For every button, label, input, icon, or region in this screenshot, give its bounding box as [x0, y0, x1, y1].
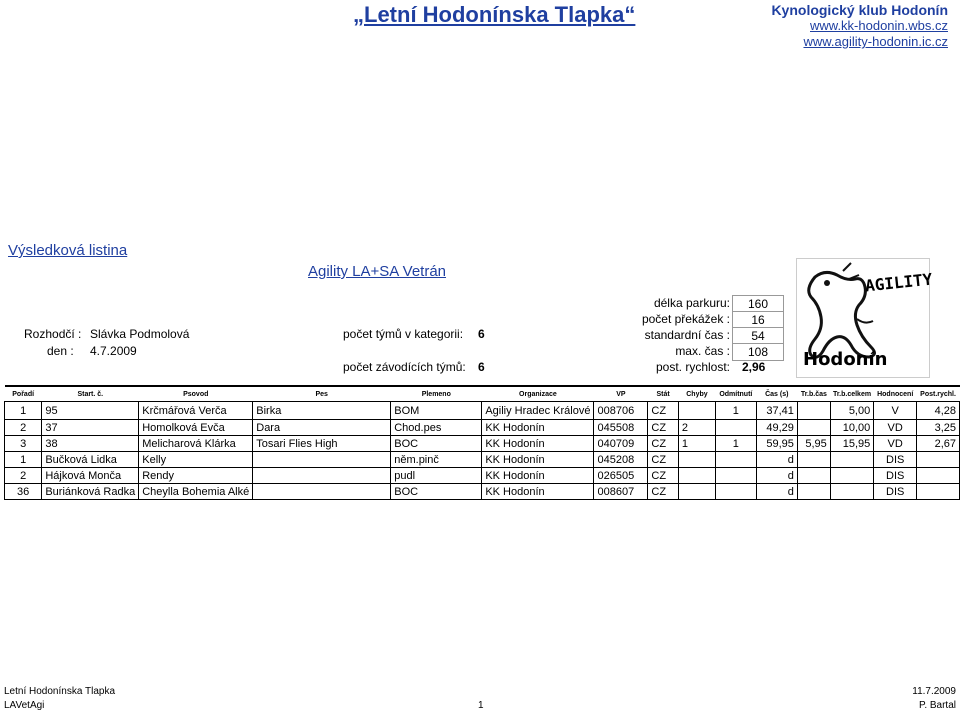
table-cell: d — [756, 452, 797, 468]
table-cell: 15,95 — [830, 436, 873, 452]
table-cell: CZ — [648, 420, 678, 436]
table-cell — [797, 452, 830, 468]
club-url-2[interactable]: www.agility-hodonin.ic.cz — [803, 34, 948, 49]
footer-code: LAVetAgi — [4, 700, 45, 711]
table-cell: 1 — [716, 402, 757, 420]
table-cell: 37,41 — [756, 402, 797, 420]
judge-value: Slávka Podmolová — [90, 327, 190, 341]
table-cell — [716, 420, 757, 436]
col-dog: Pes — [253, 386, 391, 402]
course-length-label: délka parkuru: — [653, 296, 730, 310]
obstacles-value: 16 — [732, 311, 784, 329]
table-cell: 1 — [716, 436, 757, 452]
table-cell: V — [874, 402, 917, 420]
table-cell: Melicharová Klárka — [139, 436, 253, 452]
table-cell: CZ — [648, 484, 678, 500]
table-cell: 008706 — [594, 402, 648, 420]
table-cell: 2 — [5, 468, 42, 484]
table-cell: 026505 — [594, 468, 648, 484]
table-cell: Bučková Lidka — [42, 452, 139, 468]
table-cell — [716, 468, 757, 484]
table-cell: 49,29 — [756, 420, 797, 436]
table-cell: CZ — [648, 436, 678, 452]
speed-label: post. rychlost: — [655, 360, 730, 374]
agility-logo — [796, 258, 934, 378]
table-cell: 2 — [5, 420, 42, 436]
col-rating: Hodnocení — [874, 386, 917, 402]
table-cell — [716, 452, 757, 468]
col-organization: Organizace — [482, 386, 594, 402]
table-cell: 1 — [678, 436, 715, 452]
table-cell — [830, 452, 873, 468]
standard-time-label: standardní čas : — [644, 328, 730, 342]
table-cell: 045208 — [594, 452, 648, 468]
table-cell: KK Hodonín — [482, 436, 594, 452]
col-time-penalty: Tr.b.čas — [797, 386, 830, 402]
col-breed: Plemeno — [391, 386, 482, 402]
table-cell: Birka — [253, 402, 391, 420]
table-cell: 37 — [42, 420, 139, 436]
teams-racing-label: počet závodících týmů: — [343, 360, 466, 374]
table-row — [5, 420, 960, 436]
table-row — [5, 402, 960, 420]
table-cell: Agiliy Hradec Králové — [482, 402, 594, 420]
footer-event: Letní Hodonínska Tlapka — [4, 686, 116, 697]
table-cell: 38 — [42, 436, 139, 452]
footer-date: 11.7.2009 — [912, 686, 956, 697]
teams-racing-value: 6 — [478, 360, 485, 374]
max-time-label: max. čas : — [675, 344, 730, 358]
table-cell: KK Hodonín — [482, 484, 594, 500]
table-cell — [678, 402, 715, 420]
table-cell: Chod.pes — [391, 420, 482, 436]
category-title: Agility LA+SA Vetrán — [308, 263, 447, 280]
col-total-penalty: Tr.b.celkem — [830, 386, 873, 402]
col-speed: Post.rychl. — [917, 386, 960, 402]
table-cell — [917, 468, 960, 484]
table-cell: DIS — [874, 452, 917, 468]
standard-time-value: 54 — [732, 327, 784, 345]
table-row — [5, 484, 960, 500]
table-cell: pudl — [391, 468, 482, 484]
table-cell: BOM — [391, 402, 482, 420]
table-cell: Homolková Evča — [139, 420, 253, 436]
table-cell: d — [756, 468, 797, 484]
date-value: 4.7.2009 — [90, 344, 137, 358]
table-row — [5, 452, 960, 468]
col-vp: VP — [594, 386, 648, 402]
table-cell — [716, 484, 757, 500]
table-cell: 36 — [5, 484, 42, 500]
table-cell: Kelly — [139, 452, 253, 468]
table-cell: 95 — [42, 402, 139, 420]
table-cell: VD — [874, 420, 917, 436]
logo-text-agility: AGILITY — [864, 269, 934, 296]
table-cell: 5,95 — [797, 436, 830, 452]
table-cell: 59,95 — [756, 436, 797, 452]
table-cell: d — [756, 484, 797, 500]
obstacles-label: počet překážek : — [641, 312, 730, 326]
table-cell: 3,25 — [917, 420, 960, 436]
table-cell — [797, 420, 830, 436]
table-cell: 045508 — [594, 420, 648, 436]
table-cell: VD — [874, 436, 917, 452]
table-cell — [678, 468, 715, 484]
table-cell — [253, 468, 391, 484]
logo-text-hodonin: Hodonín — [803, 349, 888, 370]
club-info — [771, 2, 948, 50]
table-cell: 10,00 — [830, 420, 873, 436]
club-url-1[interactable]: www.kk-hodonin.wbs.cz — [810, 18, 948, 33]
col-handler: Psovod — [139, 386, 253, 402]
col-order: Pořadí — [5, 386, 42, 402]
table-cell — [830, 468, 873, 484]
table-cell: Krčmářová Verča — [139, 402, 253, 420]
table-cell: 3 — [5, 436, 42, 452]
table-cell: Buriánková Radka — [42, 484, 139, 500]
table-cell: BOC — [391, 484, 482, 500]
table-cell — [917, 484, 960, 500]
table-cell — [797, 484, 830, 500]
table-cell: Cheylla Bohemia Alké — [139, 484, 253, 500]
table-cell — [678, 484, 715, 500]
teams-in-category-value: 6 — [478, 327, 485, 341]
course-length-value: 160 — [732, 295, 784, 313]
speed-value: 2,96 — [742, 360, 766, 374]
table-cell: 2 — [678, 420, 715, 436]
table-cell: KK Hodonín — [482, 420, 594, 436]
table-cell — [253, 484, 391, 500]
col-time: Čas (s) — [756, 386, 797, 402]
table-cell: Tosari Flies High — [253, 436, 391, 452]
col-refusals: Odmítnutí — [716, 386, 757, 402]
page-title: „Letní Hodonínska Tlapka“ — [353, 2, 636, 27]
footer-page-number: 1 — [478, 700, 484, 711]
table-cell — [678, 452, 715, 468]
table-cell — [917, 452, 960, 468]
table-cell — [797, 402, 830, 420]
teams-in-category-label: počet týmů v kategorii: — [343, 327, 464, 341]
table-cell: CZ — [648, 402, 678, 420]
table-cell: 040709 — [594, 436, 648, 452]
table-cell: KK Hodonín — [482, 468, 594, 484]
table-cell: DIS — [874, 484, 917, 500]
col-start-number: Start. č. — [42, 386, 139, 402]
results-table — [4, 385, 960, 500]
club-name: Kynologický klub Hodonín — [771, 2, 948, 18]
max-time-value: 108 — [732, 343, 784, 361]
table-cell: CZ — [648, 452, 678, 468]
table-row — [5, 468, 960, 484]
table-cell — [253, 452, 391, 468]
col-faults: Chyby — [678, 386, 715, 402]
table-cell: CZ — [648, 468, 678, 484]
date-label: den : — [47, 344, 74, 358]
table-cell: 2,67 — [917, 436, 960, 452]
table-cell: DIS — [874, 468, 917, 484]
col-country: Stát — [648, 386, 678, 402]
table-cell — [830, 484, 873, 500]
table-cell: 5,00 — [830, 402, 873, 420]
table-cell: 4,28 — [917, 402, 960, 420]
table-cell: 1 — [5, 452, 42, 468]
footer-author: P. Bartal — [918, 700, 956, 711]
table-cell: Rendy — [139, 468, 253, 484]
judge-label: Rozhodčí : — [24, 327, 82, 341]
table-cell: něm.pinč — [391, 452, 482, 468]
table-cell — [797, 468, 830, 484]
table-header-row — [5, 386, 960, 402]
table-cell: 008607 — [594, 484, 648, 500]
table-row — [5, 436, 960, 452]
table-cell: Dara — [253, 420, 391, 436]
table-cell: BOC — [391, 436, 482, 452]
table-cell: 1 — [5, 402, 42, 420]
table-cell: KK Hodonín — [482, 452, 594, 468]
results-heading: Výsledková listina — [8, 242, 128, 259]
table-cell: Hájková Monča — [42, 468, 139, 484]
